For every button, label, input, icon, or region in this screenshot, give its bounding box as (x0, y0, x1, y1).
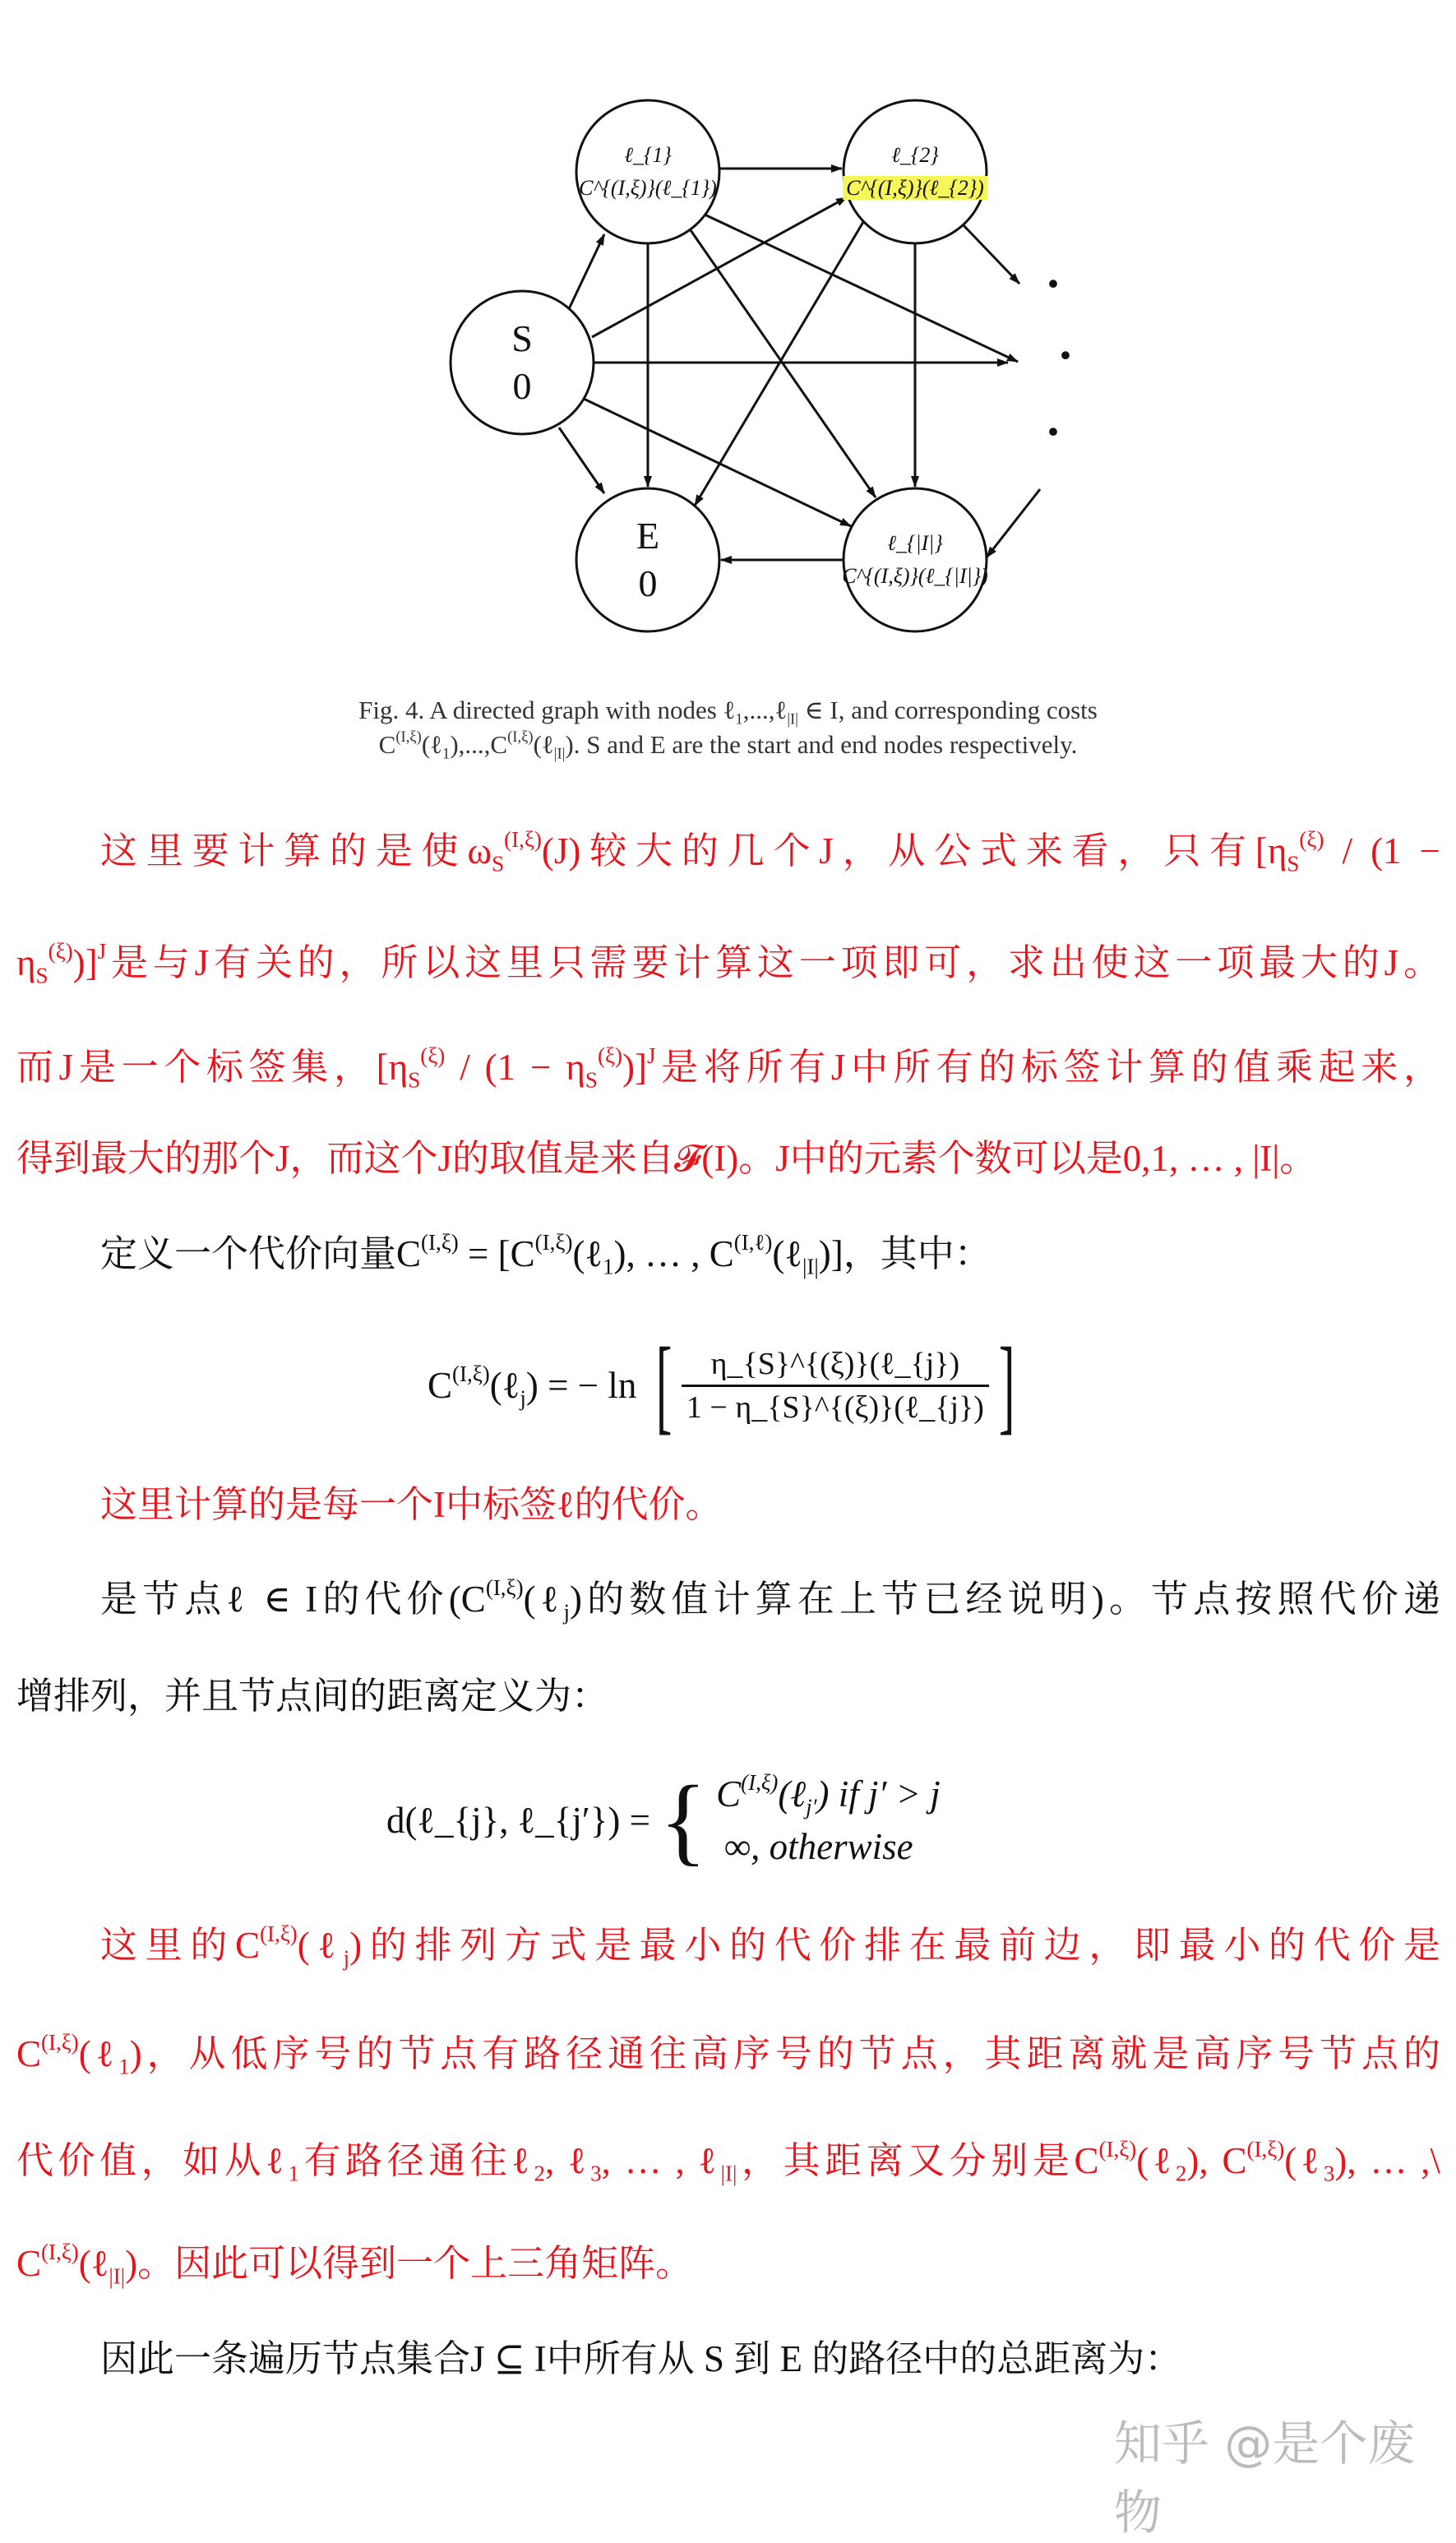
node-name: E (636, 515, 660, 557)
node-cost-highlighted: C^{(I,ξ)}(ℓ_{2}) (843, 176, 987, 200)
case-2: ∞, otherwise (724, 1826, 913, 1867)
paragraph-line: $C^{(I,\xi)}(\ell_{|I|})$。因此可以得到一个上三角矩阵。 (16, 2239, 693, 2289)
cost-formula (428, 1326, 1024, 1445)
node-name: ℓ_{|I|} (887, 531, 943, 555)
definition-text: 定义一个代价向量$C^{(I,\xi)}$ = [$C^{(I,\xi)}(\ell_1)$, … , $C^{(I,\ell)}(\ell_{|I|})$]，其中： (100, 1229, 991, 1279)
node-start (511, 315, 533, 410)
brace: { (659, 1765, 707, 1875)
node-cost: 0 (512, 365, 532, 407)
node-l2 (843, 139, 987, 205)
node-end (636, 512, 659, 608)
node-cost: C^{(I,ξ)}(ℓ_{|I|}) (842, 564, 988, 588)
bracket-right: ] (998, 1326, 1015, 1445)
numerator: η_{S}^{(ξ)}(ℓ_{j}) (682, 1343, 989, 1387)
cases (716, 1768, 941, 1873)
ellipsis-dot: · (1056, 328, 1075, 382)
bracket-left: [ (655, 1326, 672, 1445)
cost-note: 这里计算的是每一个I中标签ℓ的代价。 (100, 1484, 723, 1525)
paragraph-line: 这里的$C^{(I,\xi)}(\ell_j)$的排列方式是最小的代价排在最前边，即最小的代价是 (100, 1921, 1440, 1971)
node-name: S (511, 317, 533, 359)
paragraph-line: 而J是一个标签集，$[\eta_S^{(\xi)} / (1 - \eta_S^{(\xi)})]^J$是将所有J中所有的标签计算的值乘起来， (16, 1043, 1440, 1093)
denominator: 1 − η_{S}^{(ξ)}(ℓ_{j}) (686, 1389, 984, 1425)
node-cost: 0 (638, 562, 658, 604)
graph-edges (0, 0, 1456, 658)
node-lI (842, 527, 988, 593)
figure-caption-line: Fig. 4. A directed graph with nodes ℓ$_1$,...,ℓ$_{|I|}$ ∈ I, and corresponding costs (358, 696, 1098, 728)
ellipsis-dot: · (1044, 405, 1062, 459)
case-1: $C^{(I,\xi)}(\ell_{j'})$ if j′ > j (716, 1769, 941, 1819)
node-name: ℓ_{1} (624, 143, 672, 167)
watermark: 知乎 @是个废物 (1114, 2416, 1416, 2541)
directed-graph-figure (0, 0, 1456, 658)
node-cost: C^{(I,ξ)}(ℓ_{1}) (579, 176, 717, 200)
node-l1 (579, 139, 717, 205)
paragraph-line: 是节点ℓ ∈ I的代价($C^{(I,\xi)}(\ell_j)$的数值计算在上节已经说明)。节点按照代价递 (100, 1574, 1440, 1625)
paragraph-line: 增排列，并且节点间的距离定义为： (16, 1676, 609, 1717)
figure-caption-line: $C^{(I,\xi)}(\ell_1),...,C^{(I,\xi)}(\ell_{|I|})$. S and E are the start and end nodes respectively. (378, 728, 1078, 763)
distance-formula (386, 1765, 941, 1875)
formula-lhs: $C^{(I,\xi)}(\ell_j)$ = − ln (428, 1361, 637, 1411)
node-name: ℓ_{2} (891, 143, 939, 167)
paragraph-line: 这里要计算的是使$\omega_S^{(I,\xi)}(J)$较大的几个J，从公式来看，只有[$\eta_S^{(\xi)} / (1$ − (100, 826, 1440, 876)
paragraph-line: $C^{(I,\xi)}(\ell_1)$，从低序号的节点有路径通往高序号的节点，其距离就是高序号节点的 (16, 2029, 1440, 2079)
final-text: 因此一条遍历节点集合J ⊆ I中所有从 S 到 E 的路径中的总距离为： (100, 2338, 1182, 2379)
paragraph-line: 得到最大的那个J，而这个J的取值是来自𝓕(I)。J中的元素个数可以是0,1, … , |I|。 (16, 1138, 1317, 1179)
paragraph-line: 代价值，如从ℓ$_1$有路径通往ℓ$_2$, ℓ$_3$, … , ℓ$_{|I|}$，其距离又分别是$C^{(I,\xi)}(\ell_2)$, $C^{(I,\xi)}(\ell_3)$, … ,\ (16, 2136, 1440, 2186)
paragraph-line: $\eta_S^{(\xi)})]^J$是与J有关的，所以这里只需要计算这一项即可，求出使这一项最大的J。 (16, 938, 1440, 988)
formula-lhs: d(ℓ_{j}, ℓ_{j′}) = (386, 1800, 650, 1841)
ellipsis-dot: · (1044, 257, 1062, 311)
fraction (682, 1343, 989, 1428)
